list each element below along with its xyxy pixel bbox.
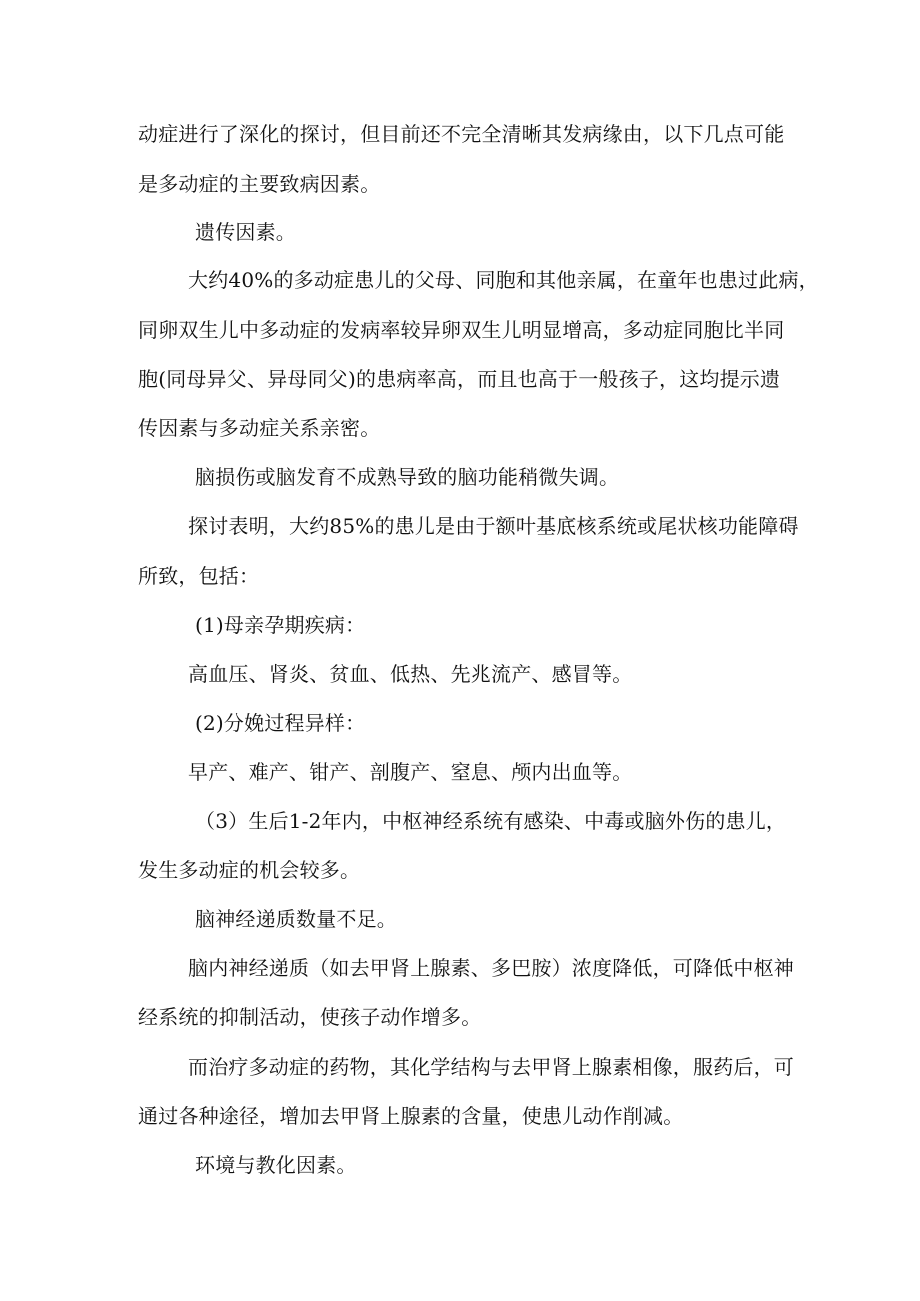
section-heading: 环境与教化因素。 [195,1153,357,1177]
text-line: 所致，包括： [138,564,260,588]
text-line: 大约40%的多动症患儿的父母、同胞和其他亲属，在童年也患过此病， [188,268,819,292]
text-line: 胞(同母异父、异母同父)的患病率高，而且也高于一般孩子，这均提示遗 [138,367,781,391]
text-line: 同卵双生儿中多动症的发病率较异卵双生儿明显增高，多动症同胞比半同 [138,318,785,342]
section-heading: 遗传因素。 [195,220,296,244]
section-heading: 脑损伤或脑发育不成熟导致的脑功能稍微失调。 [195,465,620,489]
text-line: 是多动症的主要致病因素。 [138,172,381,196]
list-item-heading: (2)分娩过程异样： [195,711,366,735]
text-line: 而治疗多动症的药物，其化学结构与去甲肾上腺素相像，服药后，可 [188,1055,794,1079]
text-line: 动症进行了深化的探讨，但目前还不完全清晰其发病缘由，以下几点可能 [138,122,785,146]
text-line: 通过各种途径，增加去甲肾上腺素的含量，使患儿动作削减。 [138,1104,684,1128]
text-line: （3）生后1-2年内，中枢神经系统有感染、中毒或脑外伤的患儿， [195,809,787,833]
list-item-heading: (1)母亲孕期疾病： [195,613,366,637]
text-line: 经系统的抑制活动，使孩子动作增多。 [138,1005,482,1029]
text-line: 脑内神经递质（如去甲肾上腺素、多巴胺）浓度降低，可降低中枢神 [188,956,794,980]
text-line: 早产、难产、钳产、剖腹产、窒息、颅内出血等。 [188,760,633,784]
text-line: 探讨表明，大约85%的患儿是由于额叶基底核系统或尾状核功能障碍 [188,514,799,538]
text-line: 发生多动症的机会较多。 [138,858,361,882]
section-heading: 脑神经递质数量不足。 [195,907,397,931]
text-line: 传因素与多动症关系亲密。 [138,416,381,440]
text-line: 高血压、肾炎、贫血、低热、先兆流产、感冒等。 [188,662,633,686]
